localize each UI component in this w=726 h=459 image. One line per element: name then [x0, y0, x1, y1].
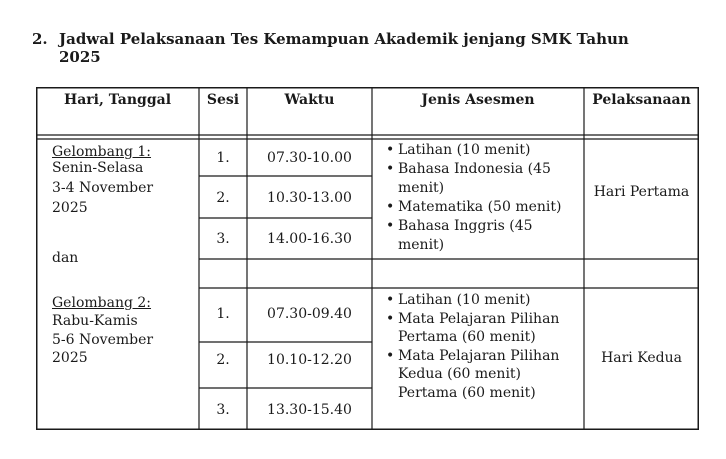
wave1-date-line2: 2025 [52, 200, 88, 216]
wave1-assessment-list [386, 141, 561, 255]
list-item: Pertama (60 menit) [398, 384, 536, 401]
wave2-date-line2: 2025 [52, 350, 88, 366]
header-jenis-asesmen: Jenis Asesmen [421, 92, 535, 108]
wave2-session1-number: 1. [216, 306, 230, 322]
wave2-session3-time: 13.30-15.40 [267, 402, 352, 418]
wave1-session1-number: 1. [216, 150, 230, 166]
section-title-line1: Jadwal Pelaksanaan Tes Kemampuan Akademik jenjang SMK Tahun [59, 30, 629, 48]
list-item: • Bahasa Indonesia (45 [386, 160, 561, 179]
header-hari-tanggal: Hari, Tanggal [63, 92, 172, 108]
wave2-pelaksanaan: Hari Kedua [601, 350, 682, 366]
wave1-pelaksanaan: Hari Pertama [593, 184, 690, 200]
wave2-session3-number: 3. [216, 402, 230, 418]
wave2-assessment-list [386, 291, 559, 402]
wave1-date-line1: 3-4 November [52, 180, 154, 196]
list-item: • Matematika (50 menit) [386, 198, 561, 217]
list-item: • Mata Pelajaran Pilihan [386, 310, 559, 329]
list-item: • Bahasa Inggris (45 [386, 217, 561, 236]
header-waktu: Waktu [284, 92, 335, 108]
section-number: 2. [32, 30, 48, 48]
header-sesi: Sesi [206, 92, 240, 108]
table-grid [36, 87, 699, 430]
header-pelaksanaan: Pelaksanaan [592, 92, 691, 108]
wave2-session2-number: 2. [216, 352, 230, 368]
wave1-session3-time: 14.00-16.30 [267, 231, 352, 247]
wave2-session1-time: 07.30-09.40 [267, 306, 352, 322]
list-item: Pertama (60 menit) [398, 329, 536, 345]
schedule-table [36, 87, 699, 430]
list-item: Kedua (60 menit) [398, 366, 522, 382]
section-title-line2: 2025 [59, 48, 101, 66]
wave2-days: Rabu-Kamis [52, 313, 138, 329]
wave2-session2-time: 10.10-12.20 [267, 352, 352, 368]
wave1-label: Gelombang 1: [52, 144, 152, 160]
list-item: • Mata Pelajaran Pilihan [386, 347, 559, 366]
wave-connector: dan [52, 250, 79, 266]
list-item: • Latihan (10 menit) [386, 141, 561, 160]
wave1-session2-number: 2. [216, 190, 230, 206]
wave1-days: Senin-Selasa [52, 160, 144, 176]
wave2-label: Gelombang 2: [52, 295, 152, 311]
wave2-date-line1: 5-6 November [52, 332, 154, 348]
wave1-session3-number: 3. [216, 231, 230, 247]
wave1-session1-time: 07.30-10.00 [267, 150, 352, 166]
list-item: menit) [398, 237, 445, 253]
list-item: menit) [398, 180, 445, 196]
list-item: • Latihan (10 menit) [386, 291, 559, 310]
wave1-session2-time: 10.30-13.00 [267, 190, 352, 206]
